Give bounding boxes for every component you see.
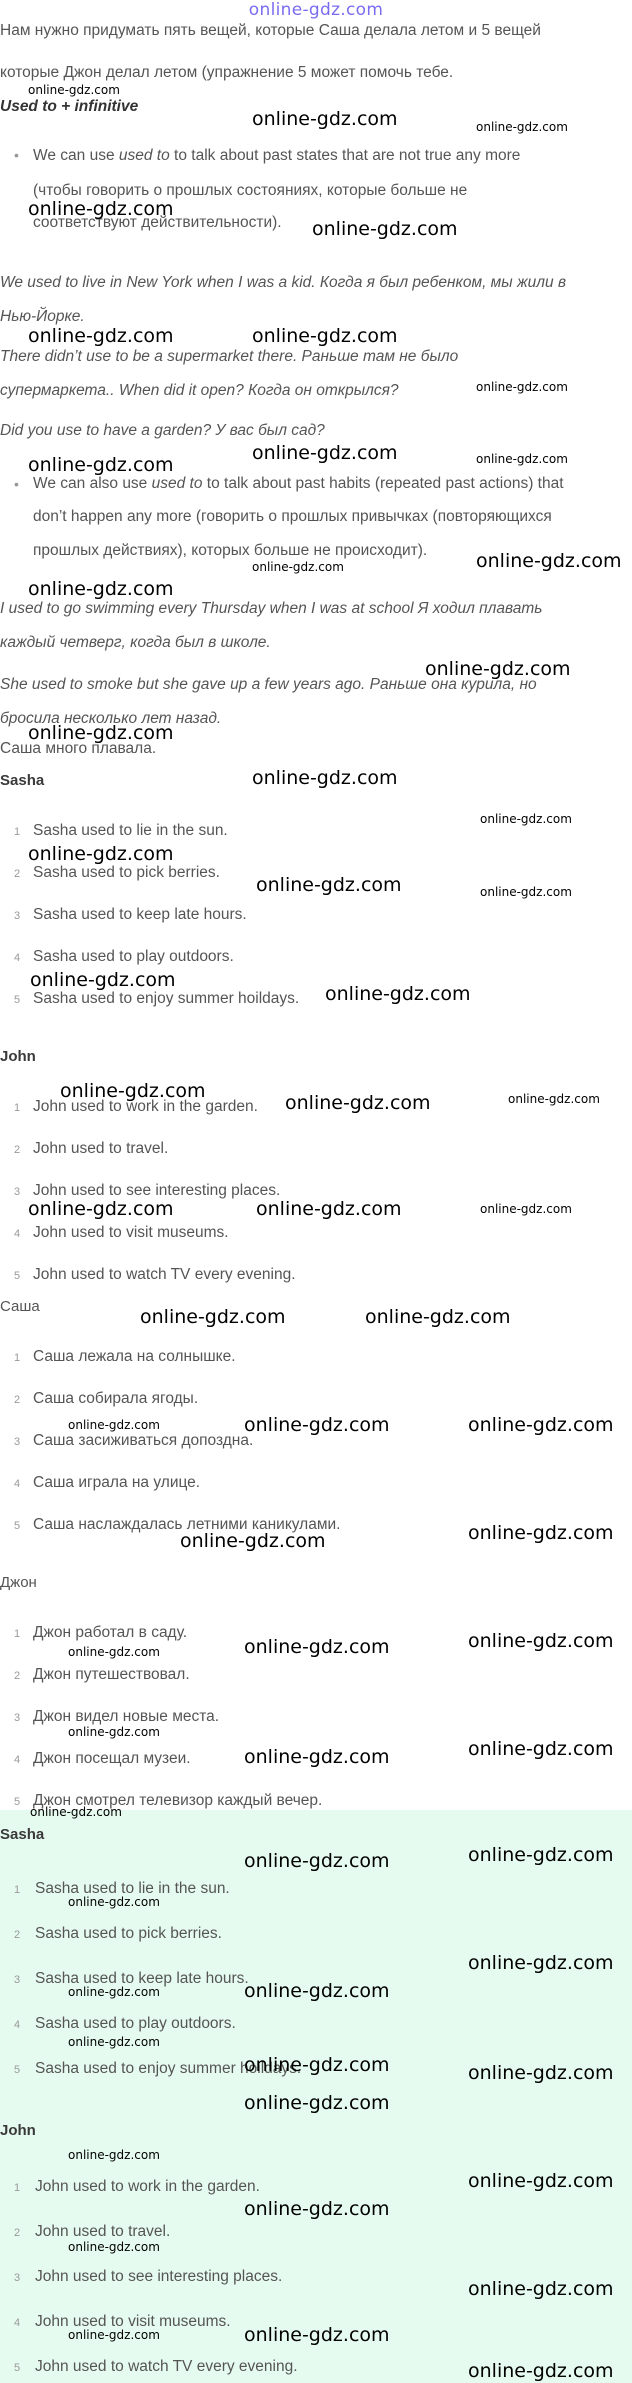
example-4a: I used to go swimming every Thursday when I was at school Я ходил плавать	[0, 600, 543, 617]
watermark: online-gdz.com	[244, 1746, 390, 1768]
watermark: online-gdz.com	[508, 1092, 600, 1106]
list-item: Sasha used to lie in the sun.	[35, 1880, 230, 1897]
watermark: online-gdz.com	[256, 1198, 402, 1220]
watermark: online-gdz.com	[425, 658, 571, 680]
example-2b: супермаркета.. When did it open? Когда он открылся?	[0, 382, 399, 399]
watermark: online-gdz.com	[68, 2148, 160, 2162]
watermark: online-gdz.com	[28, 843, 174, 865]
watermark: online-gdz.com	[68, 2328, 160, 2342]
list-item: Джон работал в саду.	[33, 1624, 188, 1641]
list-number: 2	[14, 1670, 21, 1682]
watermark: online-gdz.com	[256, 874, 402, 896]
bullet-2-text: We can also use used to to talk about past habits (repeated past actions) that	[33, 475, 564, 492]
watermark: online-gdz.com	[476, 452, 568, 466]
watermark: online-gdz.com	[312, 218, 458, 240]
watermark: online-gdz.com	[140, 1306, 286, 1328]
list-item: John used to work in the garden.	[35, 2178, 260, 2195]
list-number: 2	[14, 1394, 21, 1406]
section-heading: Sasha	[0, 772, 45, 789]
example-1a: We used to live in New York when I was a kid. Когда я был ребенком, мы жили в	[0, 274, 567, 291]
section-heading: John	[0, 2122, 36, 2139]
list-number: 2	[14, 1144, 21, 1156]
list-item: John used to travel.	[35, 2223, 171, 2240]
list-number: 4	[14, 952, 21, 964]
watermark: online-gdz.com	[468, 2360, 614, 2382]
watermark: online-gdz.com	[244, 2324, 390, 2346]
watermark: online-gdz.com	[365, 1306, 511, 1328]
list-number: 3	[14, 2272, 21, 2284]
list-number: 3	[14, 1712, 21, 1724]
list-item: Sasha used to keep late hours.	[33, 906, 247, 923]
watermark: online-gdz.com	[252, 767, 398, 789]
bullet-2-line-2: don’t happen any more (говорить о прошлых привычках (повторяющихся	[33, 508, 552, 525]
watermark: online-gdz.com	[285, 1092, 431, 1114]
list-item: John used to work in the garden.	[33, 1098, 258, 1115]
watermark: online-gdz.com	[468, 1522, 614, 1544]
watermark: online-gdz.com	[28, 722, 174, 744]
watermark: online-gdz.com	[476, 120, 568, 134]
list-item: Sasha used to play outdoors.	[35, 2015, 236, 2032]
intro-line-2: которые Джон делал летом (упражнение 5 может помочь тебе.	[0, 64, 454, 81]
watermark: online-gdz.com	[28, 325, 174, 347]
watermark: online-gdz.com	[244, 2198, 390, 2220]
watermark: online-gdz.com	[68, 2240, 160, 2254]
watermark: online-gdz.com	[468, 2170, 614, 2192]
watermark: online-gdz.com	[68, 2035, 160, 2049]
watermark: online-gdz.com	[68, 1645, 160, 1659]
watermark: online-gdz.com	[28, 198, 174, 220]
list-number: 5	[14, 2064, 21, 2076]
list-number: 2	[14, 2227, 21, 2239]
example-1b: Нью-Йорке.	[0, 308, 85, 325]
list-item: Саша наслаждалась летними каникулами.	[33, 1516, 341, 1533]
example-5b: бросила несколько лет назад.	[0, 710, 222, 727]
watermark: online-gdz.com	[252, 108, 398, 130]
list-number: 4	[14, 1754, 21, 1766]
list-number: 3	[14, 1436, 21, 1448]
watermark: online-gdz.com	[30, 969, 176, 991]
list-item: Джон путешествовал.	[33, 1666, 190, 1683]
watermark: online-gdz.com	[480, 812, 572, 826]
list-number: 5	[14, 1520, 21, 1532]
section-heading: John	[0, 1048, 36, 1065]
list-number: 5	[14, 1796, 21, 1808]
watermark: online-gdz.com	[68, 1418, 160, 1432]
list-item: John used to see interesting places.	[33, 1182, 281, 1199]
list-item: Sasha used to enjoy summer hoildays.	[33, 990, 300, 1007]
bullet-1-translation-1: (чтобы говорить о прошлых состояниях, которые больше не	[33, 182, 468, 199]
example-5a: She used to smoke but she gave up a few years ago. Раньше она курила, но	[0, 676, 537, 693]
bullet-dot-icon: •	[14, 147, 19, 163]
rule-title: Used to + infinitive	[0, 98, 139, 115]
bullet-1-text: We can use used to to talk about past states that are not true any more	[33, 147, 521, 164]
watermark: online-gdz.com	[28, 83, 120, 97]
list-number: 3	[14, 910, 21, 922]
watermark: online-gdz.com	[468, 1738, 614, 1760]
list-number: 1	[14, 826, 21, 838]
watermark: online-gdz.com	[252, 560, 344, 574]
watermark: online-gdz.com	[28, 578, 174, 600]
watermark: online-gdz.com	[60, 1080, 206, 1102]
watermark: online-gdz.com	[244, 1980, 390, 2002]
bullet-dot-icon: •	[14, 476, 19, 492]
list-number: 3	[14, 1186, 21, 1198]
list-item: John used to watch TV every evening.	[35, 2358, 298, 2375]
watermark: online-gdz.com	[252, 442, 398, 464]
list-number: 2	[14, 1929, 21, 1941]
list-number: 1	[14, 1102, 21, 1114]
list-number: 1	[14, 2182, 21, 2194]
list-item: Sasha used to play outdoors.	[33, 948, 234, 965]
list-item: John used to visit museums.	[33, 1224, 229, 1241]
watermark: online-gdz.com	[68, 1725, 160, 1739]
watermark: online-gdz.com	[244, 2092, 390, 2114]
list-number: 3	[14, 1974, 21, 1986]
watermark: online-gdz.com	[252, 325, 398, 347]
watermark: online-gdz.com	[180, 1530, 326, 1552]
list-number: 5	[14, 994, 21, 1006]
watermark: online-gdz.com	[30, 1805, 122, 1819]
watermark: online-gdz.com	[480, 885, 572, 899]
list-item: John used to visit museums.	[35, 2313, 231, 2330]
section-heading: Джон	[0, 1574, 37, 1591]
site-logo: online-gdz.com	[248, 0, 384, 20]
watermark: online-gdz.com	[480, 1202, 572, 1216]
watermark: online-gdz.com	[468, 1844, 614, 1866]
list-item: John used to see interesting places.	[35, 2268, 283, 2285]
bullet-1-translation-2: соответствуют действительности).	[33, 214, 282, 231]
list-item: Джон посещал музеи.	[33, 1750, 191, 1767]
list-number: 4	[14, 1228, 21, 1240]
list-item: Джон смотрел телевизор каждый вечер.	[33, 1792, 323, 1809]
list-item: Саша лежала на солнышке.	[33, 1348, 236, 1365]
watermark: online-gdz.com	[244, 2054, 390, 2076]
list-number: 5	[14, 1270, 21, 1282]
list-number: 4	[14, 2019, 21, 2031]
intro-line-1: Нам нужно придумать пять вещей, которые Саша делала летом и 5 вещей	[0, 22, 541, 39]
list-item: Джон видел новые места.	[33, 1708, 220, 1725]
list-item: John used to watch TV every evening.	[33, 1266, 296, 1283]
list-item: Sasha used to enjoy summer hoildays.	[35, 2060, 302, 2077]
watermark: online-gdz.com	[68, 1895, 160, 1909]
list-item: Sasha used to keep late hours.	[35, 1970, 249, 1987]
list-item: Саша засиживаться допоздна.	[33, 1432, 254, 1449]
watermark: online-gdz.com	[468, 1630, 614, 1652]
watermark: online-gdz.com	[468, 1952, 614, 1974]
watermark: online-gdz.com	[244, 1414, 390, 1436]
watermark: online-gdz.com	[476, 380, 568, 394]
list-number: 1	[14, 1628, 21, 1640]
watermark: online-gdz.com	[468, 2278, 614, 2300]
list-number: 4	[14, 1478, 21, 1490]
list-item: Саша играла на улице.	[33, 1474, 201, 1491]
example-2a: There didn’t use to be a supermarket there. Раньше там не было	[0, 348, 459, 365]
watermark: online-gdz.com	[244, 1636, 390, 1658]
section-heading: Sasha	[0, 1826, 45, 1843]
watermark: online-gdz.com	[468, 1414, 614, 1436]
list-item: Sasha used to lie in the sun.	[33, 822, 228, 839]
example-4b: каждый четверг, когда был в школе.	[0, 634, 271, 651]
list-item: Sasha used to pick berries.	[35, 1925, 222, 1942]
list-item: John used to travel.	[33, 1140, 169, 1157]
list-number: 1	[14, 1352, 21, 1364]
example-3: Did you use to have a garden? У вас был сад?	[0, 422, 325, 439]
watermark: online-gdz.com	[476, 550, 622, 572]
list-item: Саша собирала ягоды.	[33, 1390, 199, 1407]
list-number: 1	[14, 1884, 21, 1896]
list-number: 4	[14, 2317, 21, 2329]
bullet-2-line-3: прошлых действиях), которых больше не происходит).	[33, 542, 428, 559]
watermark: online-gdz.com	[244, 1850, 390, 1872]
watermark: online-gdz.com	[68, 1985, 160, 1999]
section-heading: Саша	[0, 1298, 40, 1315]
list-number: 5	[14, 2362, 21, 2374]
watermark: online-gdz.com	[468, 2062, 614, 2084]
sasha-note: Саша много плавала.	[0, 740, 157, 757]
list-number: 2	[14, 868, 21, 880]
list-item: Sasha used to pick berries.	[33, 864, 220, 881]
watermark: online-gdz.com	[325, 983, 471, 1005]
watermark: online-gdz.com	[28, 454, 174, 476]
watermark: online-gdz.com	[28, 1198, 174, 1220]
